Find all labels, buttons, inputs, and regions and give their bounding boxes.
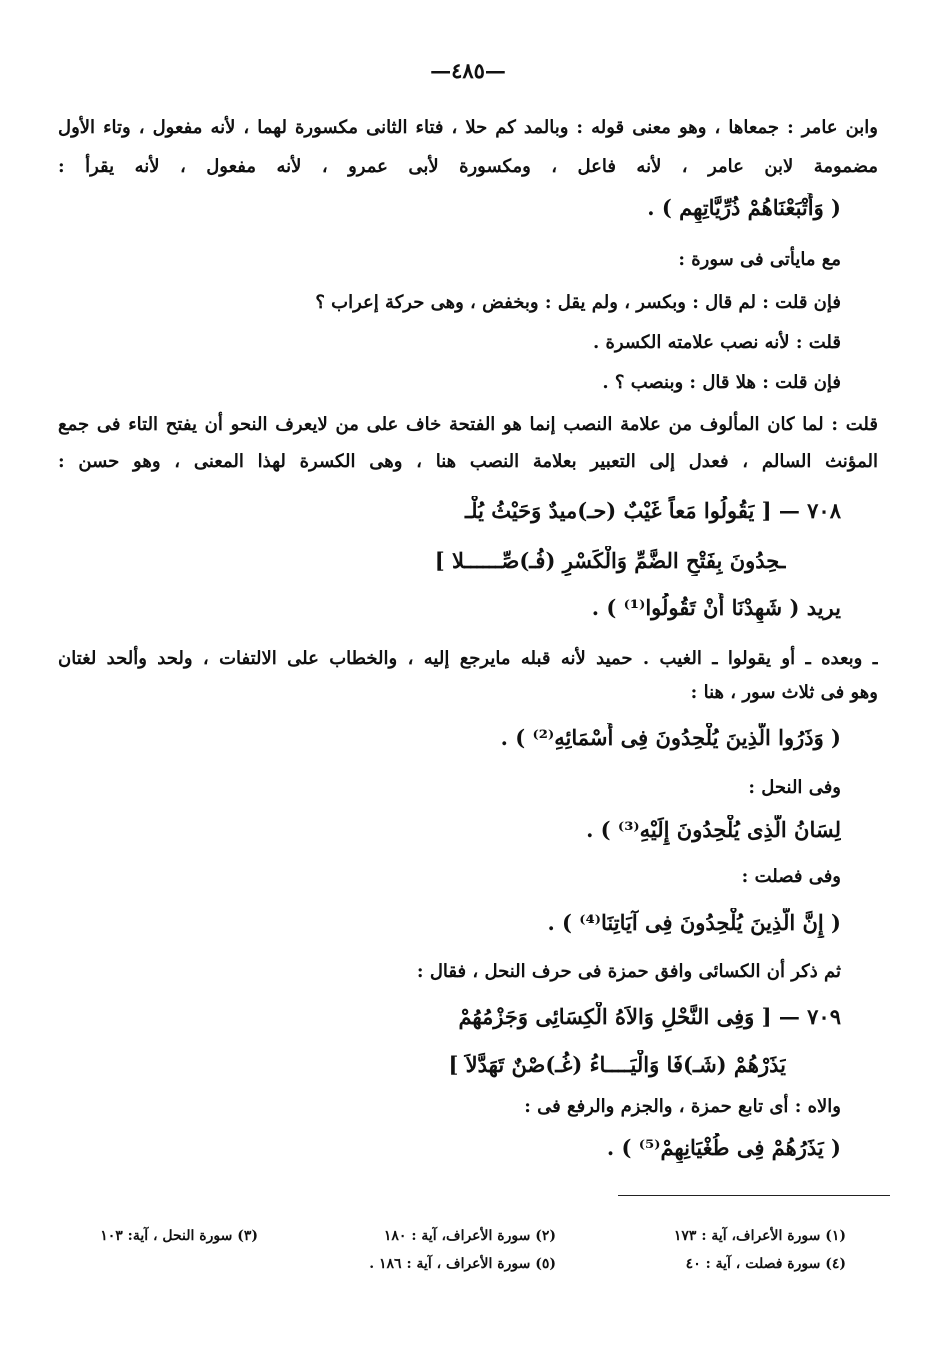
text-line-9: المؤنث السالم ، فعدل إلى التعبير بعلامة النصب هنا ، وهى الكسرة لهذا المعنى ، وهو حسن : — [58, 451, 878, 472]
quran-quote-5: ( إِنَّ الَّذِينَ يُلْحِدُونَ فِى آيَاتِنَا⁽⁴⁾ ) . — [547, 910, 841, 935]
footnote-4: (٤) سورة فصلت ، آية : ٤٠ — [685, 1256, 846, 1272]
text-line-14: وفى النحل : — [748, 777, 841, 798]
text-line-12: وهو فى ثلاث سور ، هنا : — [690, 682, 878, 703]
text-line-4: مع مايأتى فى سورة : — [678, 249, 841, 270]
quran-quote-6: ( يَذَرُهُمْ فِى طُغْيَانِهِمْ⁽⁵⁾ ) . — [606, 1135, 841, 1160]
text-line-1: وابن عامر : جمعاها ، وهو معنى قوله : وبالمد كم حلا ، فتاء الثانى مكسورة لهما ، لأنه مفعول ، وتاء الأول — [58, 117, 878, 138]
verse-708-first-hemistich: ٧٠٨ — [ يَقُولُوا مَعاً غَيْبٌ (حـ)ميدٌ وَحَيْثُ يُلْـ — [464, 498, 841, 523]
footnote-2: (٢) سورة الأعراف، آية : ١٨٠ — [383, 1228, 556, 1244]
text-line-18: ثم ذكر أن الكسائى وافق حمزة فى حرف النحل ، فقال : — [416, 961, 841, 982]
text-line-6: قلت : لأنه نصب علامته الكسرة . — [592, 332, 841, 353]
quran-quote-3: ( وَذَرُوا الَّذِينَ يُلْحِدُونَ فِى أَسْمَائِهِ⁽²⁾ ) . — [500, 725, 841, 750]
quran-quote-2: يريد ( شَهِدْنَا أَنْ تَقُولُوا⁽¹⁾ ) . — [591, 595, 841, 620]
text-line-11: ـ وبعده ـ أو يقولوا ـ الغيب . حميد لأنه قبله مايرجع إليه ، والخطاب على الالتفات ، ولحد وألحد لغتان — [58, 648, 878, 669]
footnote-1: (١) سورة الأعراف، آية : ١٧٣ — [673, 1228, 846, 1244]
verse-708-second-hemistich: ـحِدُونَ بِفَتْحِ الضَّمِّ وَالْكَسْرِ (فُـ)صِّــــــلا ] — [434, 548, 786, 573]
footnote-3: (٣) سورة النحل ، آية: ١٠٣ — [100, 1228, 258, 1244]
verse-709-first-hemistich: ٧٠٩ — [ وَفِى النَّحْلِ وَالاَهُ الْكِسَائِى وَجَزْمُهُمْ — [458, 1004, 841, 1029]
text-line-8: قلت : لما كان المألوف من علامة النصب إنما هو الفتحة خاف على من لايعرف النحو أن يفتح التاء فى جمع — [58, 414, 878, 435]
footnote-5: (٥) سورة الأعراف ، آية : ١٨٦ . — [369, 1256, 556, 1272]
footnote-separator — [618, 1195, 890, 1196]
page-number: —٤٨٥— — [430, 58, 506, 83]
text-line-7: فإن قلت : هلا قال : وبنصب ؟ . — [602, 372, 841, 393]
text-line-19: والاه : أى تابع حمزة ، والجزم والرفع فى : — [524, 1096, 841, 1117]
text-line-2: مضمومة لابن عامر ، لأنه فاعل ، ومكسورة لأبى عمرو ، لأنه مفعول ، لأنه يقرأ : — [58, 156, 878, 177]
text-line-5: فإن قلت : لم قال : وبكسر ، ولم يقل : وبخفض ، وهى حركة إعراب ؟ — [315, 292, 841, 313]
text-line-16: وفى فصلت : — [741, 866, 841, 887]
verse-709-second-hemistich: يَذَرْهُمْ (شَـ)فَا وَالْيَــــاءُ (غُـ)صْنٌ تَهَدَّلاَ ] — [448, 1052, 786, 1077]
quran-quote-4: لِسَانُ الَّذِى يُلْحِدُونَ إِلَيْهِ⁽³⁾ ) . — [586, 817, 841, 842]
quran-quote-1: ( وَأَتْبَعْنَاهُمْ ذُرِّيَّاتِهِم ) . — [647, 195, 841, 220]
